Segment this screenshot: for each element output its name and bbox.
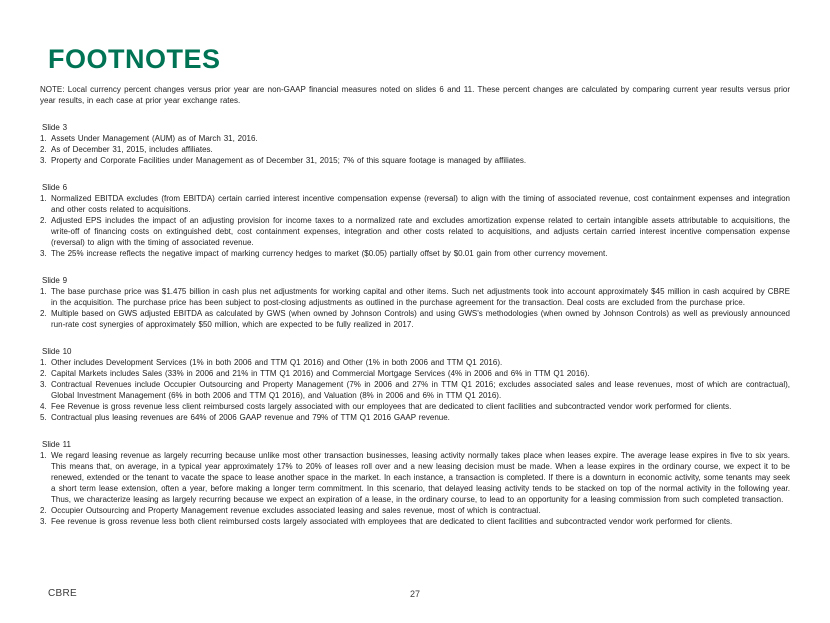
footnote-item — [40, 248, 790, 259]
slide-heading: Slide 10 — [42, 347, 72, 356]
footnote-item-text: Contractual Revenues include Occupier Outsourcing and Property Management (7% in 2006 and 27% in TTM Q1 2016; excludes associated sales and lease revenues, most of which are contractual), Global Investment Management (6% in both 2006 and TTM Q1 2016), and Valuation (8% in 2006 and 6% in TTM Q1 2016). — [51, 380, 790, 400]
footnote-item — [40, 308, 790, 330]
footnote-item — [40, 144, 790, 155]
footnote-item — [40, 516, 790, 527]
note-paragraph: NOTE: Local currency percent changes versus prior year are non-GAAP financial measures noted on slides 6 and 11. These percent changes are calculated by comparing current year results versus prior year results, in each case at prior year exchange rates. — [40, 85, 790, 105]
footnote-item-text: Fee revenue is gross revenue less both client reimbursed costs largely associated with employees that are dedicated to client facilities and subcontracted vendor work performed for clients. — [51, 517, 733, 526]
footnote-section — [40, 182, 790, 259]
footnote-item-text: Other includes Development Services (1% in both 2006 and TTM Q1 2016) and Other (1% in both 2006 and TTM Q1 2016). — [51, 358, 503, 367]
footnote-item — [40, 155, 790, 166]
footnote-item-number: 5. — [40, 413, 47, 422]
footnote-section — [40, 439, 790, 527]
footnote-item-text: Occupier Outsourcing and Property Management revenue excludes associated leasing and sales revenue, most of which is contractual. — [51, 506, 541, 515]
footnote-section — [40, 122, 790, 166]
footnote-item — [40, 215, 790, 248]
page-title: FOOTNOTES — [48, 44, 221, 74]
footnote-item-text: The base purchase price was $1.475 billion in cash plus net adjustments for working capital and other items. Such net adjustments took into account approximately $45 million in cash acquired by CBRE in the acquisition. The purchase price has been subject to post-closing adjustments as outlined in the purchase agreement for the transaction. Deal costs are excluded from the purchase price. — [51, 287, 790, 307]
page-number: 27 — [409, 589, 420, 599]
footnote-section — [40, 346, 790, 423]
footnote-item-number: 3. — [40, 517, 47, 526]
footnote-item-number: 3. — [40, 380, 47, 389]
footnote-item-text: Fee Revenue is gross revenue less client reimbursed costs largely associated with our employees that are dedicated to client facilities and subcontracted vendor work performed for clients. — [51, 402, 732, 411]
footnote-item-number: 2. — [40, 309, 47, 318]
footnote-item-number: 2. — [40, 369, 47, 378]
footnote-item-number: 2. — [40, 506, 47, 515]
slide-heading: Slide 6 — [42, 183, 68, 192]
footnote-item-number: 1. — [40, 358, 47, 367]
footnote-item-number: 2. — [40, 145, 47, 154]
footnote-item — [40, 193, 790, 215]
footnote-item — [40, 357, 790, 368]
footnote-item-text: Normalized EBITDA excludes (from EBITDA) certain carried interest incentive compensation expense (reversal) to align with the timing of associated revenue, cost containment expenses and integration and other costs related to acquisitions. — [51, 194, 790, 214]
footnote-item — [40, 286, 790, 308]
footnote-item-text: Adjusted EPS includes the impact of an adjusting provision for income taxes to a normalized rate and excludes amortization expense related to certain intangible assets attributable to acquisitions, the write-off of financing costs on extinguished debt, cost containment expenses, integration and other costs related to acquisitions, and adjusts certain carried interest incentive compensation expense (reversal) to align with the timing of associated revenue. — [51, 216, 790, 247]
slide-heading: Slide 3 — [42, 123, 68, 132]
footnote-item-number: 1. — [40, 134, 47, 143]
footnote-item-number: 3. — [40, 156, 47, 165]
footnote-item-text: Multiple based on GWS adjusted EBITDA as calculated by GWS (when owned by Johnson Controls) and using GWS's methodologies (when owned by Johnson Controls) as well as previously announced run-rate cost synergies of approximately $50 million, which are expected to be fully realized in 2017. — [51, 309, 790, 329]
sections-container — [40, 122, 790, 527]
footnote-item-text: The 25% increase reflects the negative impact of marking currency hedges to market ($0.05) partially offset by $0.01 gain from other currency movement. — [51, 249, 608, 258]
footnote-item-number: 1. — [40, 451, 47, 460]
footnote-item — [40, 379, 790, 401]
footnote-item-number: 2. — [40, 216, 47, 225]
footnote-item-text: Capital Markets includes Sales (33% in 2006 and 21% in TTM Q1 2016) and Commercial Mortgage Services (4% in 2006 and 6% in TTM Q1 2016). — [51, 369, 590, 378]
footnote-item-text: Assets Under Management (AUM) as of March 31, 2016. — [51, 134, 258, 143]
footnote-item-text: As of December 31, 2015, includes affiliates. — [51, 145, 213, 154]
footnote-item-text: Contractual plus leasing revenues are 64% of 2006 GAAP revenue and 79% of TTM Q1 2016 GAAP revenue. — [51, 413, 450, 422]
slide-heading: Slide 9 — [42, 276, 68, 285]
footnote-item — [40, 505, 790, 516]
footnote-item — [40, 412, 790, 423]
footnote-item-number: 1. — [40, 194, 47, 203]
footnote-item — [40, 401, 790, 412]
footnote-section — [40, 275, 790, 330]
footnotes-content — [40, 84, 790, 527]
footnote-item — [40, 368, 790, 379]
footnote-item-number: 1. — [40, 287, 47, 296]
footnote-item — [40, 450, 790, 505]
footnote-item-text: We regard leasing revenue as largely recurring because unlike most other transaction businesses, leasing activity normally takes place when leases expire. The average lease expires in five to six years. This means that, on average, in a typical year approximately 17% to 20% of leases roll over and a new leasing decision must be made. When a lease expires in the ordinary course, we expect it to be renewed, extended or the tenant to vacate the space to lease another space in the market. In each instance, a transaction is completed. If there is a downturn in economic activity, some tenants may seek a short term lease extension, often a year, before making a longer term commitment. In this scenario, that delayed leasing activity tends to be stacked on top of the normal activity in the following year. Thus, we characterize leasing as largely recurring because we expect an expiration of a lease, in the ordinary course, to lead to an opportunity for a leasing commission from such completed transaction. — [51, 451, 790, 504]
footnote-item-text: Property and Corporate Facilities under Management as of December 31, 2015; 7% of this square footage is managed by affiliates. — [51, 156, 527, 165]
footnote-item-number: 3. — [40, 249, 47, 258]
footnote-item — [40, 133, 790, 144]
footnote-item-number: 4. — [40, 402, 47, 411]
slide-heading: Slide 11 — [42, 440, 71, 449]
cbre-wordmark: CBRE — [48, 588, 77, 599]
